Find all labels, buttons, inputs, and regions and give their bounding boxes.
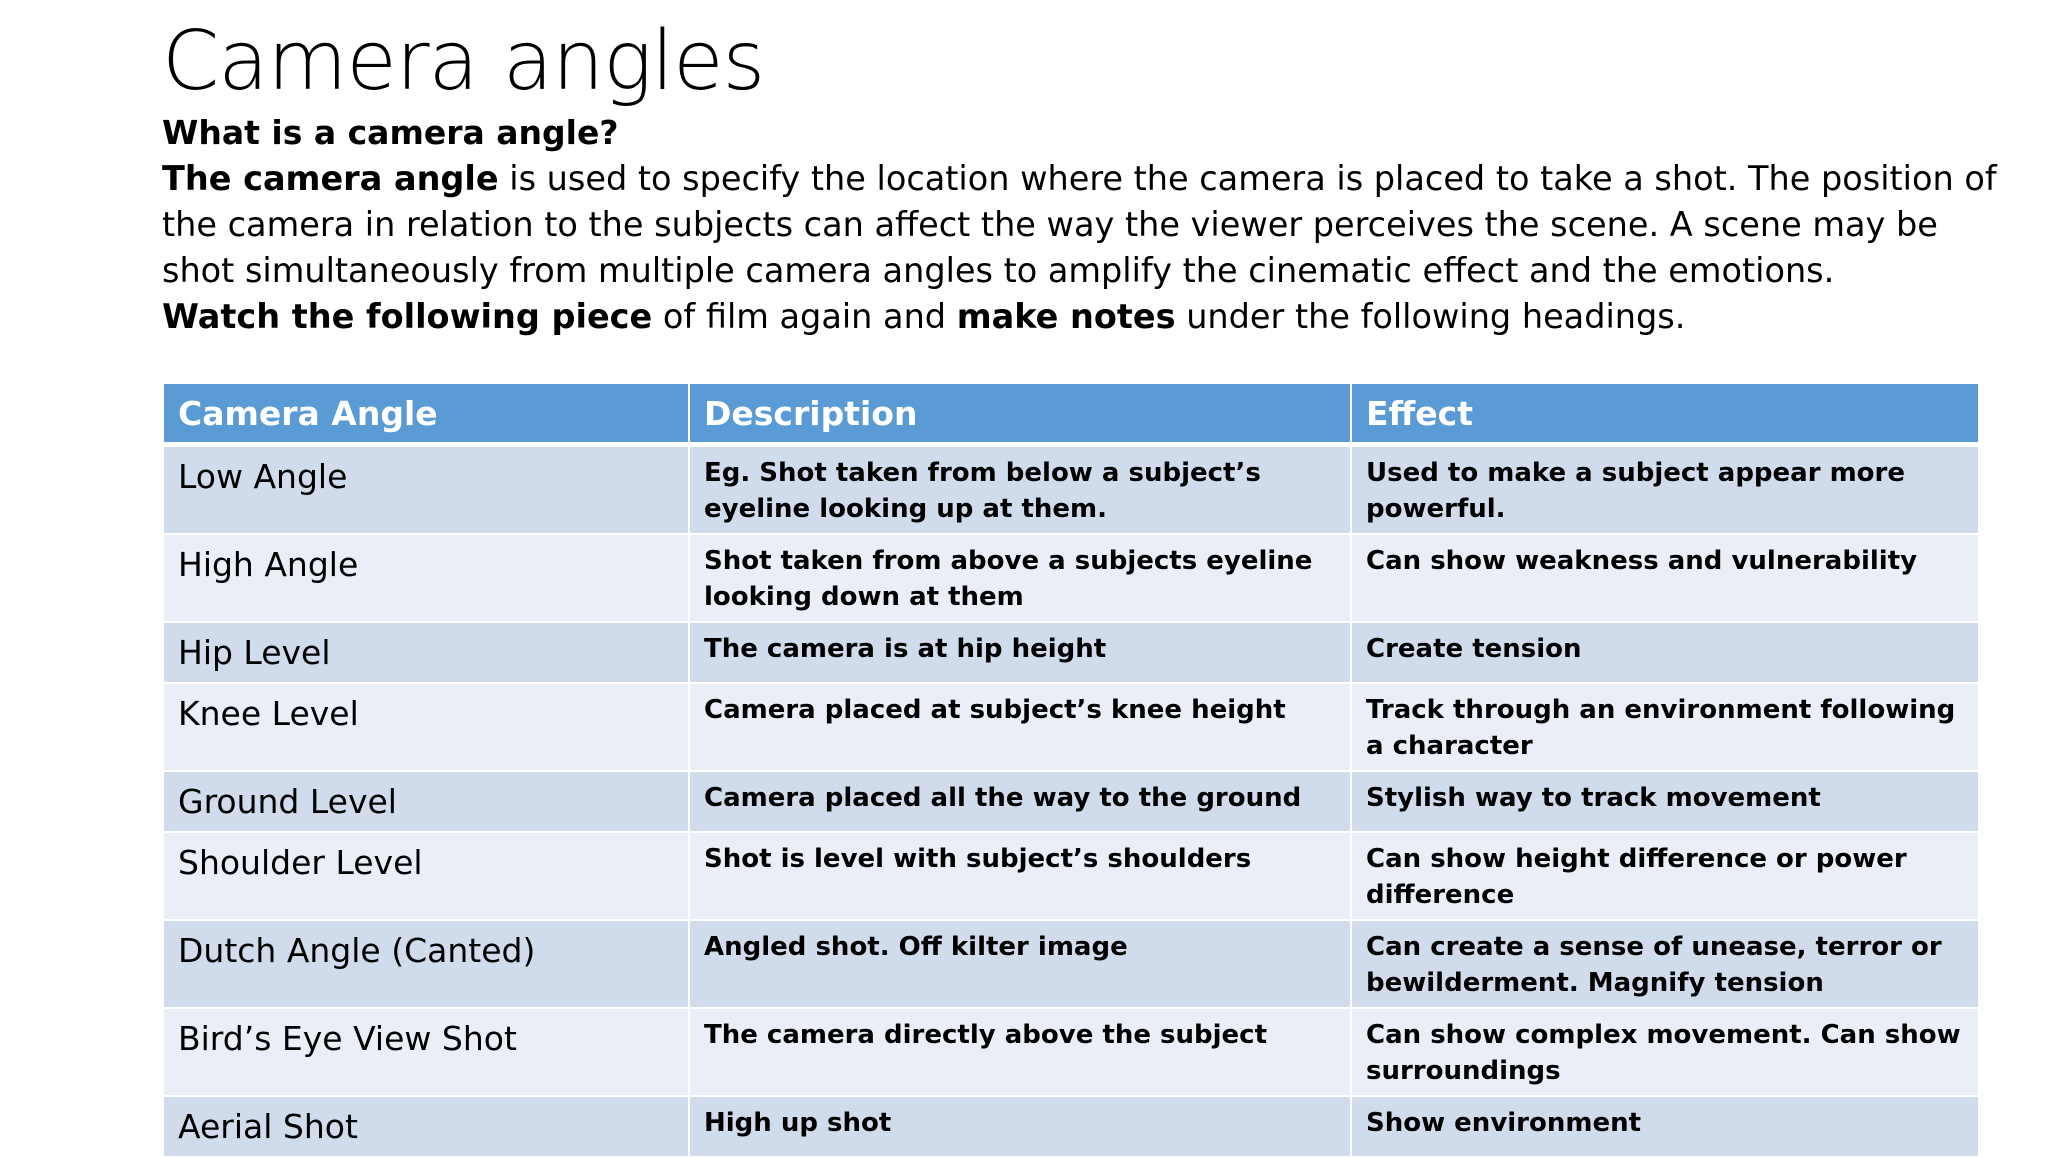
angle-cell: Low Angle xyxy=(163,445,689,535)
effect-cell: Show environment xyxy=(1351,1096,1979,1157)
table-row xyxy=(163,534,1979,622)
description-cell: Camera placed at subject’s knee height xyxy=(689,683,1351,771)
angle-cell: Ground Level xyxy=(163,771,689,832)
intro-paragraph-definition xyxy=(162,156,2002,294)
instruction-mid: of film again and xyxy=(652,297,957,336)
description-cell: The camera directly above the subject xyxy=(689,1008,1351,1096)
effect-cell: Can show weakness and vulnerability xyxy=(1351,534,1979,622)
effect-cell: Can show complex movement. Can show surroundings xyxy=(1351,1008,1979,1096)
camera-angles-table xyxy=(162,382,1980,1158)
table-row xyxy=(163,622,1979,683)
instruction-rest: under the following headings. xyxy=(1175,297,1686,336)
table-row xyxy=(163,1008,1979,1096)
slide-title: Camera angles xyxy=(162,14,765,109)
effect-cell: Used to make a subject appear more powerful. xyxy=(1351,445,1979,535)
description-cell: Angled shot. Off kilter image xyxy=(689,920,1351,1008)
angle-cell: Aerial Shot xyxy=(163,1096,689,1157)
effect-cell: Can show height difference or power difference xyxy=(1351,832,1979,920)
effect-cell: Create tension xyxy=(1351,622,1979,683)
intro-term: The camera angle xyxy=(162,159,499,198)
description-cell: Eg. Shot taken from below a subject’s eyeline looking up at them. xyxy=(689,445,1351,535)
table-row xyxy=(163,1096,1979,1157)
effect-cell: Stylish way to track movement xyxy=(1351,771,1979,832)
instruction-bold-2: make notes xyxy=(956,297,1176,336)
header-effect: Effect xyxy=(1351,383,1979,445)
header-camera-angle: Camera Angle xyxy=(163,383,689,445)
angle-cell: Hip Level xyxy=(163,622,689,683)
header-description: Description xyxy=(689,383,1351,445)
table-row xyxy=(163,771,1979,832)
description-cell: High up shot xyxy=(689,1096,1351,1157)
description-cell: Shot is level with subject’s shoulders xyxy=(689,832,1351,920)
effect-cell: Track through an environment following a character xyxy=(1351,683,1979,771)
angle-cell: High Angle xyxy=(163,534,689,622)
table-header-row xyxy=(163,383,1979,445)
intro-paragraph-instruction xyxy=(162,294,2002,340)
intro-definition: is used to specify the location where the camera is placed to take a shot. The position of the camera in relation to the subjects can affect the way the viewer perceives the scene. A scene may be shot simultaneously from multiple camera angles to amplify the cinematic effect and the emotions. xyxy=(162,159,1997,290)
effect-cell: Can create a sense of unease, terror or bewilderment. Magnify tension xyxy=(1351,920,1979,1008)
angle-cell: Dutch Angle (Canted) xyxy=(163,920,689,1008)
angle-cell: Knee Level xyxy=(163,683,689,771)
intro-question: What is a camera angle? xyxy=(162,113,619,152)
table-row xyxy=(163,445,1979,535)
instruction-bold-1: Watch the following piece xyxy=(162,297,653,336)
description-cell: Camera placed all the way to the ground xyxy=(689,771,1351,832)
angle-cell: Bird’s Eye View Shot xyxy=(163,1008,689,1096)
table-row xyxy=(163,920,1979,1008)
table-row xyxy=(163,683,1979,771)
description-cell: Shot taken from above a subjects eyeline looking down at them xyxy=(689,534,1351,622)
intro-text xyxy=(162,110,2002,340)
angle-cell: Shoulder Level xyxy=(163,832,689,920)
table-row xyxy=(163,832,1979,920)
description-cell: The camera is at hip height xyxy=(689,622,1351,683)
